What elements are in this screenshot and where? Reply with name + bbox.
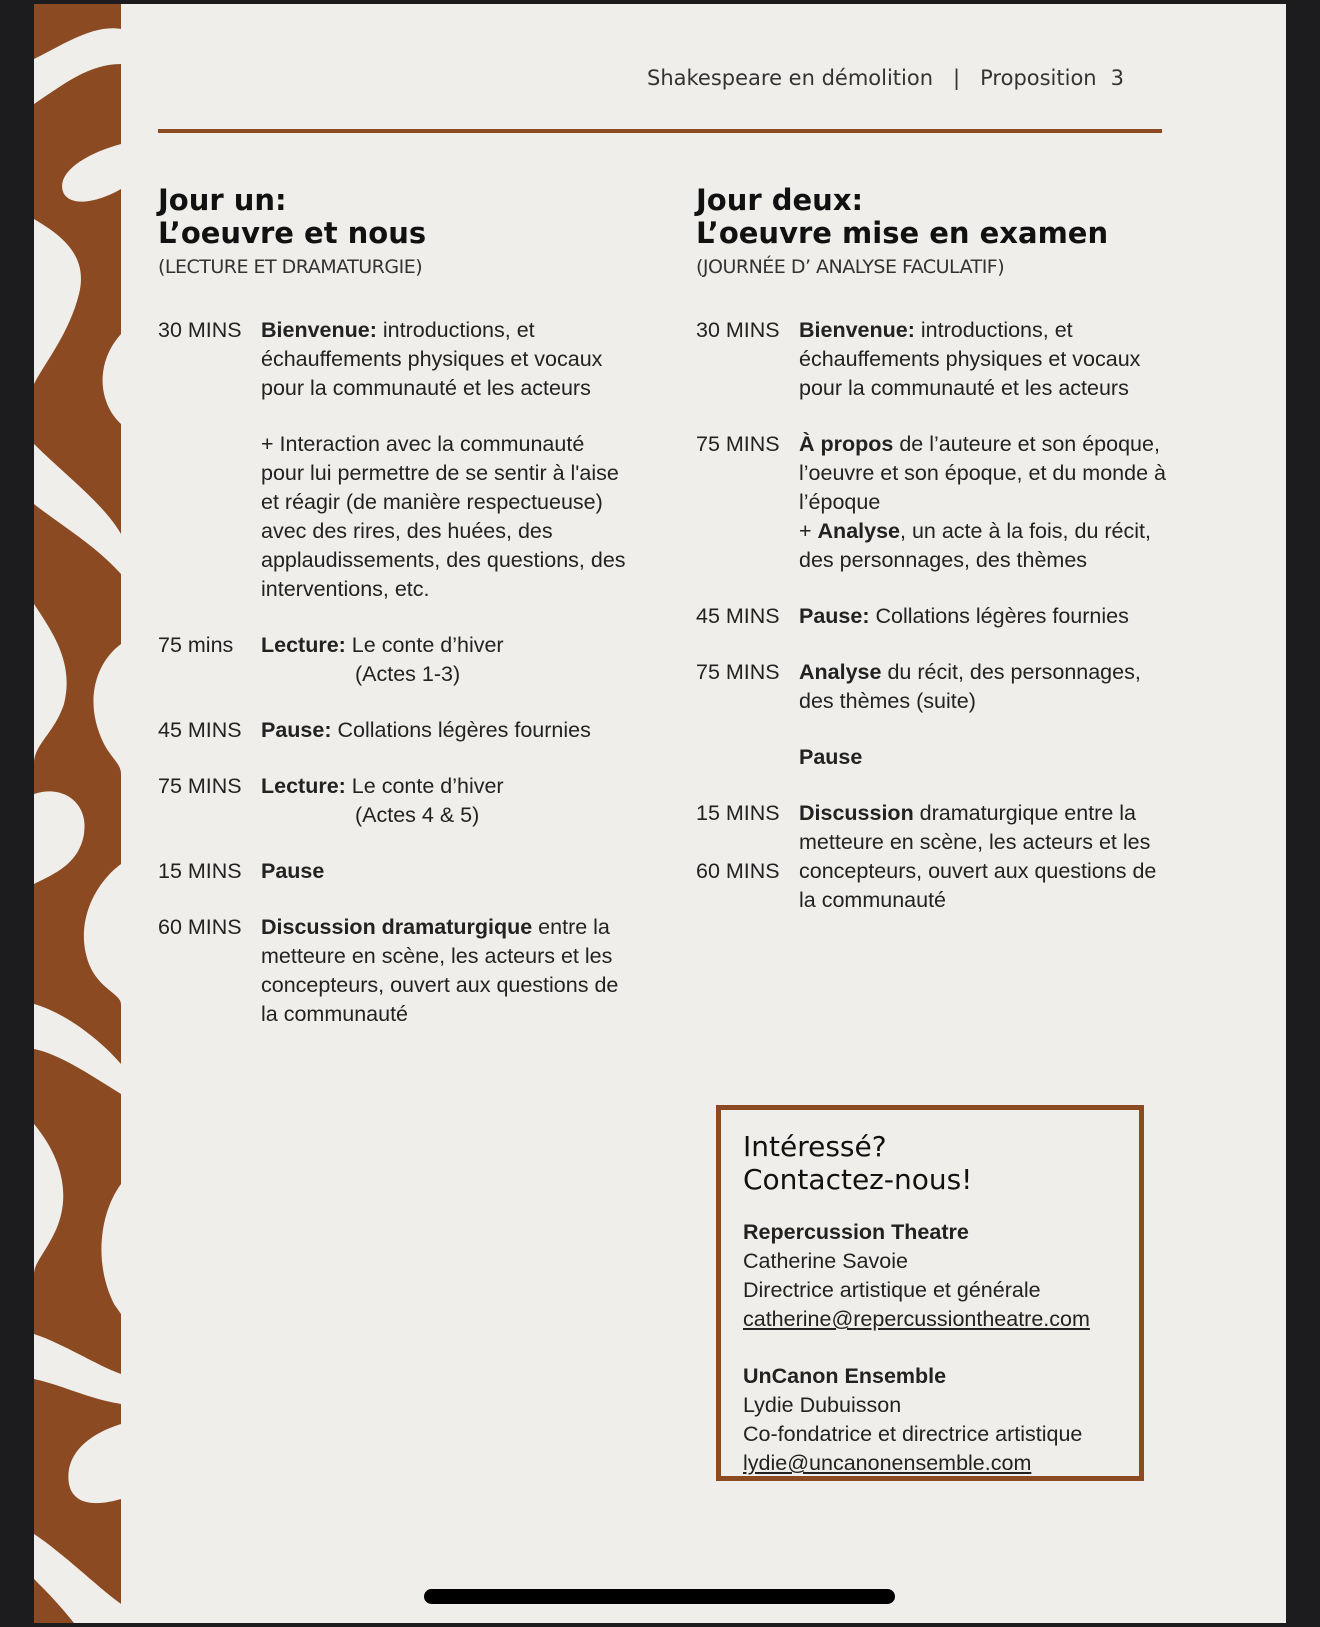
header-separator: | — [953, 66, 961, 90]
duration: 30 MINS — [696, 318, 780, 342]
day-one-schedule — [158, 316, 628, 1029]
duration — [696, 743, 799, 772]
item-heading: Pause — [261, 859, 325, 883]
item-heading: Bienvenue: — [261, 318, 377, 342]
duration: 30 MINS — [158, 318, 242, 342]
day-two-title-line1: Jour deux: — [696, 183, 864, 217]
schedule-item — [158, 913, 628, 1029]
contact-person: Catherine Savoie — [743, 1249, 908, 1273]
item-text: du récit, des personnages, des thèmes (suite) — [799, 660, 1141, 713]
duration: 75 MINS — [696, 432, 780, 456]
contact-title-line1: Intéressé? — [743, 1130, 887, 1163]
page-header — [647, 66, 1124, 90]
decorative-swirl-border — [34, 4, 121, 1623]
item-text: Collations légères fournies — [331, 718, 591, 742]
item-text: dramaturgique entre la metteure en scène, les acteurs et les concepteurs, ouvert aux questions de la communauté — [799, 801, 1157, 912]
day-one-column — [158, 184, 628, 1029]
contact-org-uncanon — [743, 1362, 1117, 1478]
contact-box — [716, 1105, 1144, 1481]
schedule-item — [696, 799, 1171, 915]
section-name: Proposition — [980, 66, 1097, 90]
item-subtext: (Actes 1-3) — [355, 662, 461, 686]
duration: 45 MINS — [158, 718, 242, 742]
contact-org-repercussion — [743, 1218, 1117, 1334]
email-link[interactable]: lydie@uncanonensemble.com — [743, 1451, 1032, 1475]
schedule-item — [158, 631, 628, 689]
item-text: introductions, et échauffements physiques et vocaux pour la communauté et les acteurs — [799, 318, 1141, 400]
schedule-item — [696, 658, 1171, 716]
schedule-item — [158, 316, 628, 403]
schedule-item — [158, 716, 628, 745]
day-two-title-line2: L’oeuvre mise en examen — [696, 216, 1109, 250]
org-name: Repercussion Theatre — [743, 1220, 969, 1244]
duration: 15 MINS — [158, 859, 242, 883]
home-indicator[interactable] — [424, 1589, 895, 1604]
day-one-title-line1: Jour un: — [158, 183, 287, 217]
contact-person: Lydie Dubuisson — [743, 1393, 902, 1417]
item-subtext: (Actes 4 & 5) — [355, 803, 480, 827]
duration — [158, 430, 261, 604]
page-number: 3 — [1110, 66, 1124, 90]
contact-role: Directrice artistique et générale — [743, 1278, 1041, 1302]
day-one-title — [158, 184, 628, 250]
item-heading: Analyse — [799, 660, 882, 684]
schedule-item — [696, 743, 1171, 772]
item-heading: Lecture: — [261, 633, 346, 657]
item-text: introductions, et échauffements physiques et vocaux pour la communauté et les acteurs — [261, 318, 603, 400]
org-name: UnCanon Ensemble — [743, 1364, 947, 1388]
item-text: Le conte d’hiver — [345, 633, 504, 657]
schedule-item — [158, 857, 628, 886]
contact-role: Co-fondatrice et directrice artistique — [743, 1422, 1083, 1446]
day-two-subtitle: (JOURNÉE D’ ANALYSE FACULATIF) — [696, 256, 1005, 278]
item-heading: Lecture: — [261, 774, 346, 798]
item-heading-secondary: Analyse — [817, 519, 900, 543]
day-two-title — [696, 184, 1171, 250]
schedule-item — [696, 316, 1171, 403]
day-one-title-line2: L’oeuvre et nous — [158, 216, 427, 250]
duration: 75 MINS — [158, 774, 242, 798]
duration: 75 mins — [158, 633, 234, 657]
item-text-secondary: , un acte à la fois, du récit, des personnages, des thèmes — [799, 519, 1151, 572]
schedule-item — [158, 430, 628, 604]
item-heading: Bienvenue: — [799, 318, 915, 342]
day-two-column — [696, 184, 1171, 915]
schedule-item — [696, 430, 1171, 575]
item-text: + Interaction avec la communauté pour lui permettre de se sentir à l'aise et réagir (de manière respectueuse) avec des rires, des huées, des applaudissements, des questions, des interventions, etc. — [261, 432, 626, 601]
contact-title-line2: Contactez-nous! — [743, 1163, 973, 1196]
schedule-item — [696, 602, 1171, 631]
duration: 60 MINS — [158, 915, 242, 939]
day-one-subtitle: (LECTURE ET DRAMATURGIE) — [158, 256, 423, 278]
item-text: Collations légères fournies — [869, 604, 1129, 628]
duration: 45 MINS — [696, 604, 780, 628]
item-text: de l’auteure et son époque, l’oeuvre et son époque, et du monde à l’époque — [799, 432, 1166, 514]
item-heading: Pause — [799, 745, 863, 769]
item-text: entre la metteure en scène, les acteurs et les concepteurs, ouvert aux questions de la communauté — [261, 915, 619, 1026]
day-two-schedule — [696, 316, 1171, 915]
item-heading: Discussion dramaturgique — [261, 915, 533, 939]
item-heading: Pause: — [799, 604, 870, 628]
item-heading: À propos — [799, 432, 894, 456]
header-rule — [158, 129, 1162, 133]
schedule-item — [158, 772, 628, 830]
item-heading: Discussion — [799, 801, 914, 825]
item-text: Le conte d’hiver — [345, 774, 504, 798]
item-text-prefix: + — [799, 519, 818, 543]
item-heading: Pause: — [261, 718, 332, 742]
duration: 15 MINS — [696, 801, 780, 825]
document-page — [34, 4, 1286, 1623]
document-title: Shakespeare en démolition — [647, 66, 934, 90]
email-link[interactable]: catherine@repercussiontheatre.com — [743, 1307, 1090, 1331]
contact-title — [743, 1130, 1117, 1196]
duration: 75 MINS — [696, 660, 780, 684]
duration-secondary: 60 MINS — [696, 859, 780, 883]
